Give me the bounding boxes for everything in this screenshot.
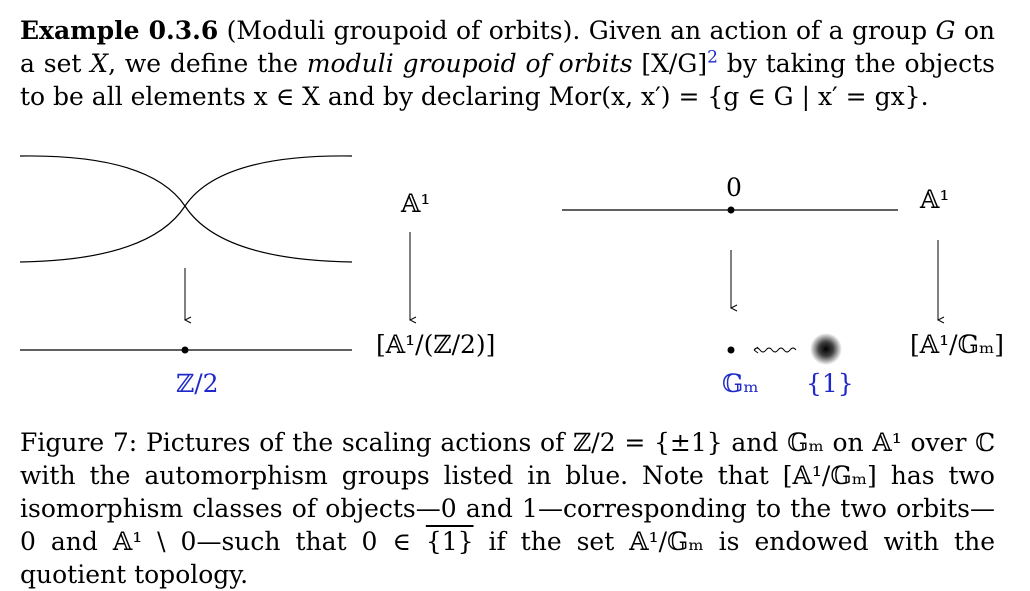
caption-math-3: 𝔸¹ <box>872 428 902 457</box>
figure-caption <box>20 426 995 591</box>
example-text-2: on a set <box>20 16 995 78</box>
footnote-link[interactable]: 2 <box>707 47 718 68</box>
caption-text-7: —such that <box>196 527 362 556</box>
example-text-6: and by declaring <box>319 82 549 111</box>
lower-curve <box>20 206 352 262</box>
left-group-label: ℤ/2 <box>176 369 219 398</box>
example-text-1: Given an action of a group <box>588 16 936 45</box>
group-symbol: G <box>935 16 956 45</box>
right-stack-label: [𝔸¹/𝔾ₘ] <box>910 330 1005 359</box>
right-bottom-point <box>728 347 735 354</box>
caption-text-1: Pictures of the scaling actions of <box>137 428 574 457</box>
right-group-Gm-label: 𝔾ₘ <box>722 369 759 398</box>
example-text-3: , we define the <box>108 49 307 78</box>
caption-closure: {1} <box>425 527 474 556</box>
caption-math-7a: 0 ∈ <box>361 527 426 556</box>
caption-text-4: over <box>901 428 976 457</box>
caption-label: Figure 7: <box>20 428 138 457</box>
origin-zero-label: 0 <box>726 173 742 202</box>
example-paragraph <box>20 14 995 113</box>
caption-math-1: ℤ/2 = {±1} <box>573 428 723 457</box>
squiggle-arrow <box>754 347 796 353</box>
left-base-point <box>182 347 189 354</box>
caption-text-9: is endowed with the quotient topology. <box>20 527 995 589</box>
fuzzy-point <box>810 333 842 365</box>
left-A1-label: 𝔸¹ <box>401 189 431 218</box>
set-symbol: X <box>90 49 109 78</box>
caption-math-4: ℂ <box>975 428 996 457</box>
figure-7 <box>0 140 1030 420</box>
left-stack-label: [𝔸¹/(ℤ/2)] <box>376 330 496 359</box>
quotient-notation: [X/G] <box>641 49 708 78</box>
right-A1-label: 𝔸¹ <box>920 185 950 214</box>
caption-text-6: has two isomorphism classes of objects—0 and 1—corresponding to the two orbits—0 and <box>20 461 995 556</box>
caption-text-5: with the automorphism groups listed in blue. Note that <box>20 461 783 490</box>
right-top-origin <box>728 207 735 214</box>
example-heading: Example 0.3.6 <box>20 16 219 45</box>
caption-math-6: 𝔸¹ \ 0 <box>112 527 197 556</box>
example-heading-paren: (Moduli groupoid of orbits). <box>218 16 589 45</box>
caption-text-3: on <box>823 428 873 457</box>
example-text-5: by taking the objects to be all elements <box>20 49 995 111</box>
defined-term: moduli groupoid of orbits <box>306 49 633 78</box>
element-membership: x ∈ X <box>253 82 320 111</box>
caption-math-5: [𝔸¹/𝔾ₘ] <box>782 461 877 490</box>
upper-curve <box>20 156 352 206</box>
caption-text-8: if the set <box>473 527 630 556</box>
figure-drawing <box>0 140 1030 420</box>
caption-math-2: 𝔾ₘ <box>787 428 824 457</box>
morphism-definition: Mor(x, x′) = {g ∈ G | x′ = gx} <box>548 82 921 111</box>
caption-text-2: and <box>722 428 788 457</box>
caption-math-8: 𝔸¹/𝔾ₘ <box>629 527 704 556</box>
example-text-7: . <box>920 82 929 111</box>
right-group-one-label: {1} <box>806 369 854 398</box>
